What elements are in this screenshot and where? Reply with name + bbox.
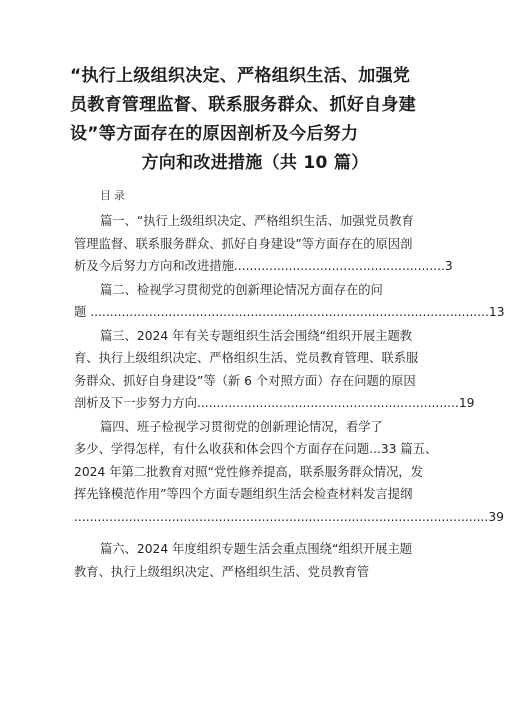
toc-entry-line: 题 ......................................................................................................13 bbox=[74, 305, 505, 319]
toc-entry-line: 2024 年第二批教育对照“党性修养提高，联系服务群众情况，发 bbox=[74, 464, 423, 479]
table-of-contents bbox=[74, 210, 505, 584]
toc-entry-line: 篇六、2024 年度组织专题生活会重点围绕“组织开展主题 bbox=[100, 542, 413, 556]
toc-entry-line: 篇三、2024 年有关专题组织生活会围绕“组织开展主题教 bbox=[100, 328, 413, 343]
toc-entry-line: 篇二、检视学习贯彻党的创新理论情况方面存在的问 bbox=[100, 282, 383, 297]
toc-entry-line: ..........................................................................................................39 bbox=[74, 509, 504, 524]
toc-entry-line: 篇一、“执行上级组织决定、严格组织生活、加强党员教育 bbox=[100, 214, 414, 228]
toc-entry-line: 教育、执行上级组织决定、严格组织生活、党员教育管 bbox=[74, 564, 370, 579]
toc-entry-line: 篇四、班子检视学习贯彻党的创新理论情况，看学了 bbox=[100, 419, 383, 434]
toc-entry-line: 管理监督、联系服务群众、抓好自身建设”等方面存在的原因剖 bbox=[74, 236, 413, 251]
toc-entry-1[interactable] bbox=[74, 210, 453, 278]
toc-entry-line: 析及今后努力方向和改进措施......................................................3 bbox=[74, 259, 453, 273]
toc-heading: 目录 bbox=[100, 189, 128, 202]
toc-entry-3[interactable] bbox=[74, 325, 475, 415]
toc-entry-line: 育、执行上级组织决定、严格组织生活、党员教育管理、联系服 bbox=[74, 351, 419, 365]
title-line: “执行上级组织决定、严格组织生活、加强党 bbox=[70, 66, 411, 86]
toc-entry-line: 务群众、抓好自身建设”等（新 6 个对照方面）存在问题的原因 bbox=[74, 373, 416, 388]
toc-entry-line: 剖析及下一步努力方向...................................................................19 bbox=[74, 396, 475, 410]
toc-entry-line: 挥先锋模范作用”等四个方面专题组织生活会检查材料发言提纲 bbox=[74, 487, 413, 501]
toc-entry-6[interactable] bbox=[74, 538, 414, 583]
toc-entry-2[interactable] bbox=[74, 279, 505, 324]
toc-entry-line: 多少、学得怎样，有什么收获和体会四个方面存在问题...33 篇五、 bbox=[74, 442, 438, 456]
title-line: 员教育管理监督、联系服务群众、抓好自身建 bbox=[70, 95, 416, 115]
title-line: 设”等方面存在的原因剖析及今后努力 bbox=[70, 124, 359, 144]
title-line: 方向和改进措施（共 10 篇） bbox=[141, 153, 369, 173]
toc-entry-4[interactable] bbox=[74, 416, 504, 529]
document-title bbox=[70, 62, 430, 178]
